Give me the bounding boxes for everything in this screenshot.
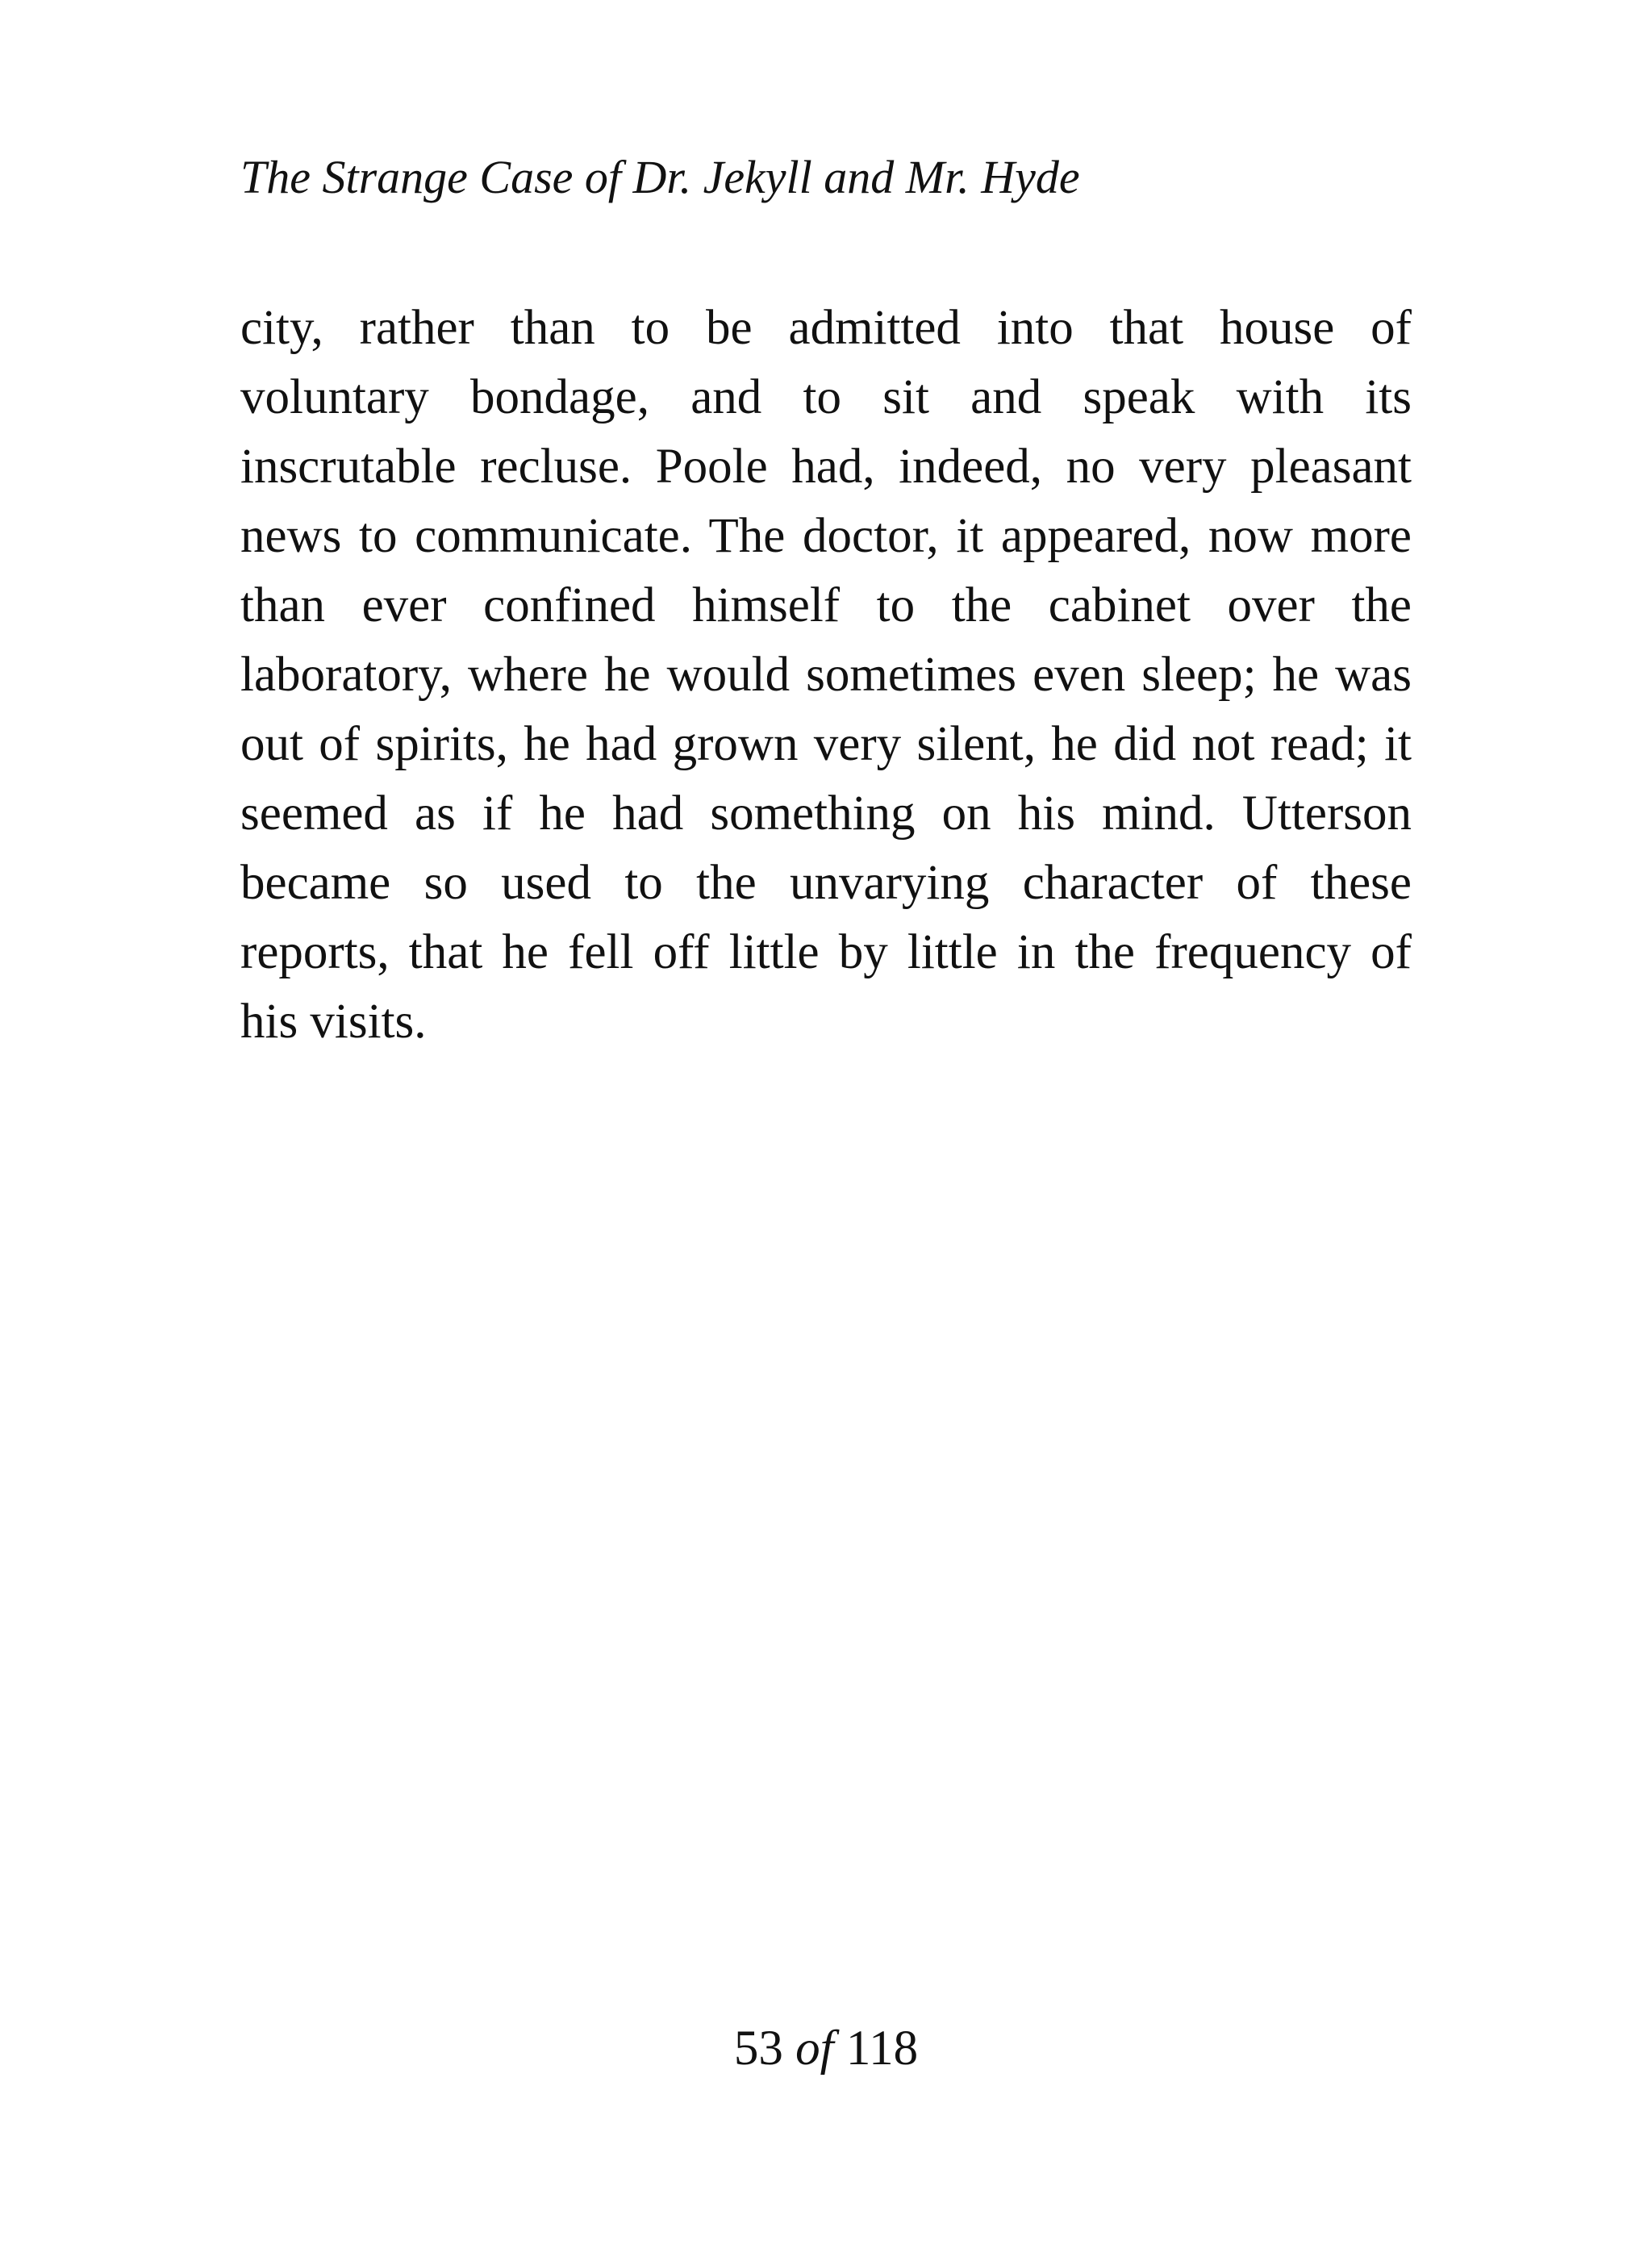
paragraph-line: his visits. <box>240 995 427 1049</box>
page-number-footer <box>0 2013 1652 2085</box>
paragraph-line: reports, that he fell off little by little in the frequency of <box>240 925 1412 979</box>
paragraph-line: inscrutable recluse. Poole had, indeed, no very pleasant <box>240 440 1412 494</box>
total-pages-number: 118 <box>845 2021 919 2076</box>
page-of-label: of <box>795 2021 834 2076</box>
paragraph-line: than ever confined himself to the cabinet over the <box>240 578 1412 632</box>
paragraph-line: became so used to the unvarying character of these <box>240 856 1412 910</box>
paragraph-line: out of spirits, he had grown very silent, he did not read; it <box>240 717 1412 771</box>
running-header-title: The Strange Case of Dr. Jekyll and Mr. Hyde <box>240 151 1080 203</box>
current-page-number: 53 <box>733 2021 783 2076</box>
paragraph-line: seemed as if he had something on his mind. Utterson <box>240 786 1412 841</box>
paragraph-line: news to communicate. The doctor, it appeared, now more <box>240 509 1412 563</box>
paragraph-line: city, rather than to be admitted into that house of <box>240 301 1412 355</box>
paragraph-line: voluntary bondage, and to sit and speak with its <box>240 370 1412 424</box>
body-paragraph <box>240 294 1412 1057</box>
paragraph-line: laboratory, where he would sometimes even sleep; he was <box>240 648 1412 702</box>
